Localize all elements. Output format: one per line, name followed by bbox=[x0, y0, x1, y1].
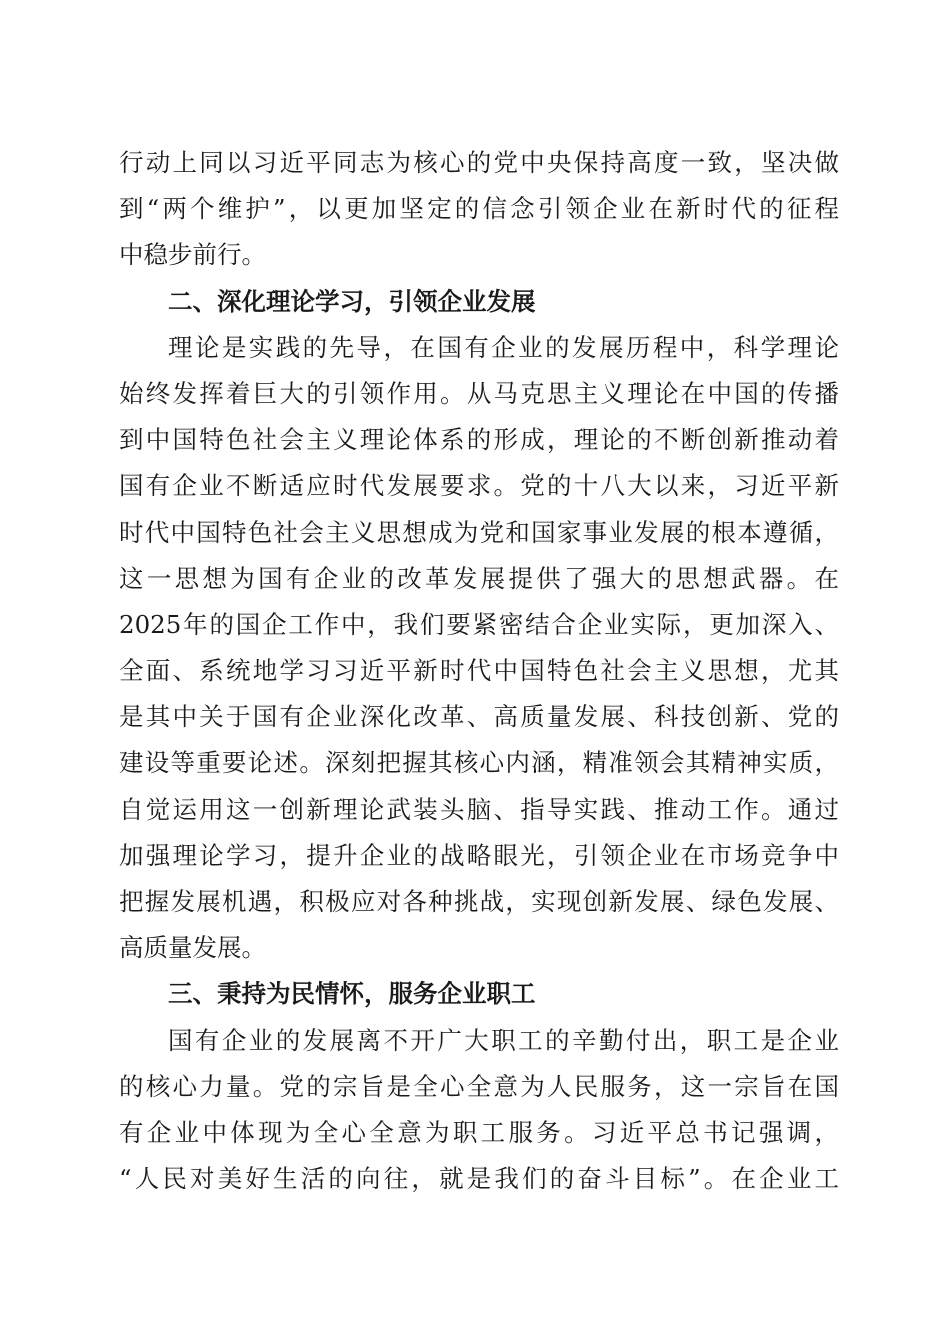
paragraph-continued bbox=[119, 140, 839, 279]
paragraph-line: 理论是实践的先导，在国有企业的发展历程中，科学理论 bbox=[168, 332, 839, 362]
paragraph-line: 时代中国特色社会主义思想成为党和国家事业发展的根本遵循， bbox=[119, 517, 839, 547]
paragraph-line: 中稳步前行。 bbox=[119, 240, 266, 270]
paragraph-line: 国有企业不断适应时代发展要求。党的十八大以来，习近平新 bbox=[119, 471, 839, 501]
paragraph-line: 自觉运用这一创新理论武装头脑、指导实践、推动工作。通过 bbox=[119, 794, 839, 824]
paragraph-line: 国有企业的发展离不开广大职工的辛勤付出，职工是企业 bbox=[168, 1025, 839, 1055]
paragraph-line: 把握发展机遇，积极应对各种挑战，实现创新发展、绿色发展、 bbox=[119, 887, 839, 916]
paragraph-line: “人民对美好生活的向往，就是我们的奋斗目标”。在企业工 bbox=[119, 1164, 839, 1194]
paragraph-line: 到中国特色社会主义理论体系的形成，理论的不断创新推动着 bbox=[119, 425, 839, 455]
paragraph-line: 高质量发展。 bbox=[119, 933, 266, 963]
section-heading-theory-study: 二、深化理论学习，引领企业发展 bbox=[168, 286, 536, 316]
paragraph-line: 的核心力量。党的宗旨是全心全意为人民服务，这一宗旨在国 bbox=[119, 1071, 839, 1101]
paragraph-line: 建设等重要论述。深刻把握其核心内涵，精准领会其精神实质， bbox=[119, 748, 839, 778]
paragraph-line: 有企业中体现为全心全意为职工服务。习近平总书记强调， bbox=[119, 1117, 839, 1147]
paragraph-line: 加强理论学习，提升企业的战略眼光，引领企业在市场竞争中 bbox=[119, 840, 839, 870]
paragraph-line: 全面、系统地学习习近平新时代中国特色社会主义思想，尤其 bbox=[119, 656, 839, 686]
paragraph-line: 始终发挥着巨大的引领作用。从马克思主义理论在中国的传播 bbox=[119, 378, 839, 408]
paragraph-line: 是其中关于国有企业深化改革、高质量发展、科技创新、党的 bbox=[119, 702, 839, 732]
document-body bbox=[119, 140, 839, 1202]
section-heading-serve-employees: 三、秉持为民情怀，服务企业职工 bbox=[168, 979, 536, 1009]
paragraph-line: 2025年的国企工作中，我们要紧密结合企业实际，更加深入、 bbox=[119, 609, 839, 639]
paragraph-theory-study bbox=[119, 325, 839, 972]
paragraph-line: 这一思想为国有企业的改革发展提供了强大的思想武器。在 bbox=[119, 563, 839, 593]
paragraph-serve-employees bbox=[119, 1018, 839, 1203]
paragraph-line: 行动上同以习近平同志为核心的党中央保持高度一致，坚决做 bbox=[119, 148, 839, 177]
paragraph-line: 到“两个维护”，以更加坚定的信念引领企业在新时代的征程 bbox=[119, 194, 839, 224]
